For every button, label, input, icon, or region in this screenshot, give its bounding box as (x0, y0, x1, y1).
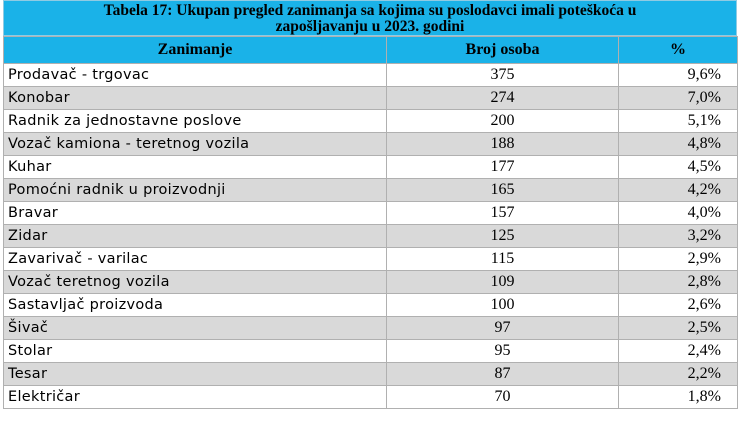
cell-broj-osoba: 177 (387, 156, 619, 179)
table-row (4, 294, 738, 317)
table-row (4, 271, 738, 294)
table-row (4, 179, 738, 202)
header-row (4, 37, 738, 64)
column-header-percent: % (619, 37, 738, 64)
cell-broj-osoba: 70 (387, 386, 619, 409)
cell-percent: 2,4% (619, 340, 738, 363)
cell-broj-osoba: 125 (387, 225, 619, 248)
table-row (4, 64, 738, 87)
cell-zanimanje: Vozač kamiona - teretnog vozila (4, 133, 387, 156)
cell-percent: 2,9% (619, 248, 738, 271)
cell-percent: 7,0% (619, 87, 738, 110)
cell-broj-osoba: 115 (387, 248, 619, 271)
cell-percent: 4,0% (619, 202, 738, 225)
cell-zanimanje: Prodavač - trgovac (4, 64, 387, 87)
cell-broj-osoba: 97 (387, 317, 619, 340)
cell-percent: 1,8% (619, 386, 738, 409)
table-body (4, 64, 738, 409)
cell-broj-osoba: 100 (387, 294, 619, 317)
cell-percent: 4,8% (619, 133, 738, 156)
cell-percent: 5,1% (619, 110, 738, 133)
table-row (4, 133, 738, 156)
cell-zanimanje: Kuhar (4, 156, 387, 179)
cell-zanimanje: Vozač teretnog vozila (4, 271, 387, 294)
table-row (4, 363, 738, 386)
cell-broj-osoba: 200 (387, 110, 619, 133)
table-row (4, 225, 738, 248)
cell-zanimanje: Zavarivač - varilac (4, 248, 387, 271)
table-row (4, 87, 738, 110)
cell-broj-osoba: 95 (387, 340, 619, 363)
cell-zanimanje: Pomoćni radnik u proizvodnji (4, 179, 387, 202)
table-row (4, 386, 738, 409)
table-row (4, 156, 738, 179)
cell-percent: 4,2% (619, 179, 738, 202)
table-row (4, 110, 738, 133)
cell-zanimanje: Bravar (4, 202, 387, 225)
cell-broj-osoba: 274 (387, 87, 619, 110)
caption-line-1: Tabela 17: Ukupan pregled zanimanja sa kojima su poslodavci imali poteškoća u (103, 2, 637, 19)
cell-zanimanje: Zidar (4, 225, 387, 248)
cell-broj-osoba: 157 (387, 202, 619, 225)
table-row (4, 202, 738, 225)
table-caption (3, 0, 737, 36)
table-row (4, 317, 738, 340)
cell-zanimanje: Konobar (4, 87, 387, 110)
cell-percent: 2,8% (619, 271, 738, 294)
cell-zanimanje: Sastavljač proizvoda (4, 294, 387, 317)
cell-percent: 2,6% (619, 294, 738, 317)
cell-broj-osoba: 87 (387, 363, 619, 386)
cell-broj-osoba: 109 (387, 271, 619, 294)
table-container (3, 0, 737, 409)
cell-percent: 2,2% (619, 363, 738, 386)
cell-broj-osoba: 188 (387, 133, 619, 156)
cell-percent: 4,5% (619, 156, 738, 179)
table-row (4, 248, 738, 271)
cell-broj-osoba: 375 (387, 64, 619, 87)
occupations-table (3, 36, 738, 409)
cell-zanimanje: Tesar (4, 363, 387, 386)
cell-percent: 3,2% (619, 225, 738, 248)
caption-line-2: zapošljavanju u 2023. godini (275, 18, 465, 35)
cell-broj-osoba: 165 (387, 179, 619, 202)
cell-zanimanje: Električar (4, 386, 387, 409)
column-header-broj-osoba: Broj osoba (387, 37, 619, 64)
cell-zanimanje: Radnik za jednostavne poslove (4, 110, 387, 133)
table-row (4, 340, 738, 363)
cell-zanimanje: Stolar (4, 340, 387, 363)
cell-zanimanje: Šivač (4, 317, 387, 340)
cell-percent: 9,6% (619, 64, 738, 87)
cell-percent: 2,5% (619, 317, 738, 340)
column-header-zanimanje: Zanimanje (4, 37, 387, 64)
